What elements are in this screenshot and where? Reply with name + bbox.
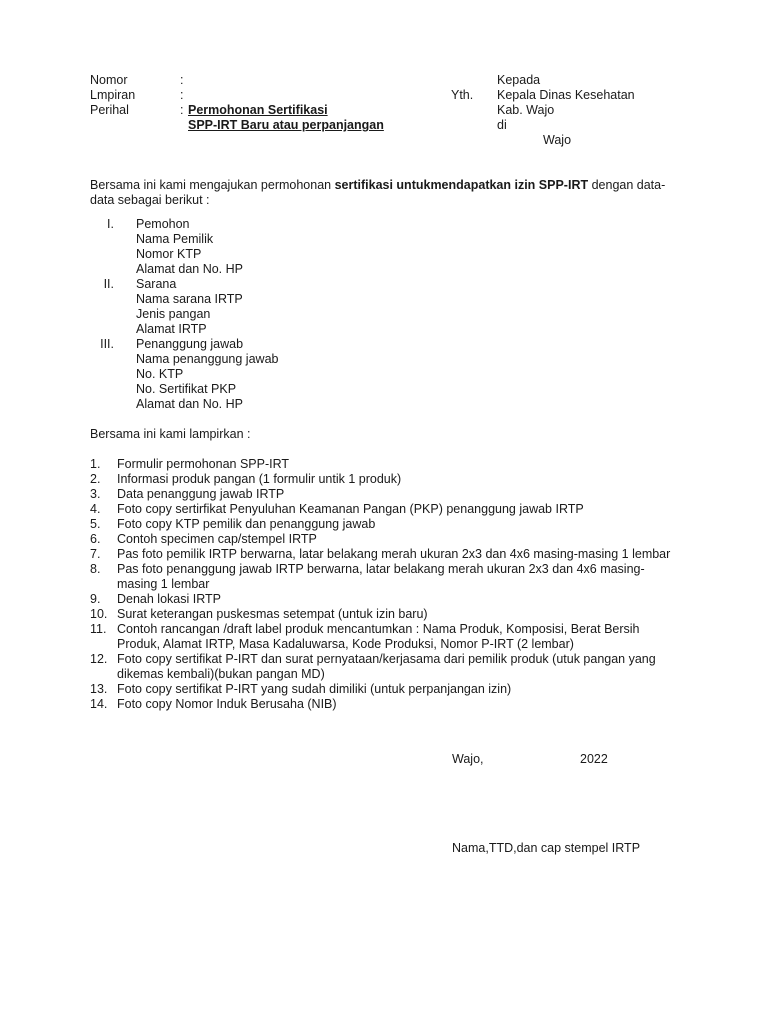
section-3-item: No. Sertifikat PKP: [136, 382, 237, 396]
section-2-item: Alamat IRTP: [136, 322, 207, 336]
attachment-text: Contoh rancangan /draft label produk mencantumkan : Nama Produk, Komposisi, Berat Bersih Produk, Alamat IRTP, Masa Kadaluwarsa, Kode Produksi, Nomor P-IRT (2 lembar): [117, 622, 640, 651]
section-1-title: Pemohon: [136, 217, 190, 231]
attachment-number: 6.: [90, 532, 101, 546]
section-1-number: I.: [107, 217, 114, 231]
lampiran-colon: :: [180, 88, 184, 102]
section-1-item: Nama Pemilik: [136, 232, 214, 246]
perihal-colon: :: [180, 103, 184, 117]
attachment-text: Pas foto penanggung jawab IRTP berwarna, latar belakang merah ukuran 2x3 dan 4x6 masing-masing 1 lembar: [117, 562, 645, 591]
signature-line: Nama,TTD,dan cap stempel IRTP: [452, 841, 641, 855]
section-3-item: Nama penanggung jawab: [136, 352, 279, 366]
perihal-label: Perihal: [90, 103, 129, 117]
closing-place: Wajo,: [452, 752, 484, 766]
attachment-number: 1.: [90, 457, 101, 471]
section-2-item: Jenis pangan: [136, 307, 211, 321]
attachment-text: Foto copy Nomor Induk Berusaha (NIB): [117, 697, 337, 711]
attachment-text: Surat keterangan puskesmas setempat (untuk izin baru): [117, 607, 428, 621]
attachment-number: 8.: [90, 562, 101, 576]
attachment-number: 4.: [90, 502, 101, 516]
intro-paragraph: [90, 178, 680, 208]
attachment-number: 12.: [90, 652, 108, 666]
attachment-text: Foto copy sertifikat P-IRT yang sudah dimiliki (untuk perpanjangan izin): [117, 682, 512, 696]
attachment-text: Pas foto pemilik IRTP berwarna, latar belakang merah ukuran 2x3 dan 4x6 masing-masing 1 lembar: [117, 547, 671, 561]
attachment-text: Data penanggung jawab IRTP: [117, 487, 285, 501]
attachment-text: Foto copy KTP pemilik dan penanggung jawab: [117, 517, 376, 531]
attachment-number: 2.: [90, 472, 101, 486]
di-label: di: [497, 118, 507, 132]
attachment-number: 11.: [90, 622, 107, 636]
recipient-city: Wajo: [543, 133, 572, 147]
section-3-item: Alamat dan No. HP: [136, 397, 243, 411]
section-1-item: Nomor KTP: [136, 247, 202, 261]
attachment-number: 7.: [90, 547, 101, 561]
perihal-line-1: Permohonan Sertifikasi: [188, 103, 328, 117]
attachment-number: 10.: [90, 607, 108, 621]
intro-text-bold: sertifikasi untukmendapatkan izin SPP-IRT: [334, 178, 589, 192]
attachment-text: Formulir permohonan SPP-IRT: [117, 457, 290, 471]
attachment-number: 14.: [90, 697, 108, 711]
attachment-text: Informasi produk pangan (1 formulir untik 1 produk): [117, 472, 402, 486]
attachments-intro: Bersama ini kami lampirkan :: [90, 427, 251, 441]
attachment-text: Foto copy sertirfikat Penyuluhan Keamanan Pangan (PKP) penanggung jawab IRTP: [117, 502, 584, 516]
lampiran-label: Lmpiran: [90, 88, 136, 102]
attachment-number: 5.: [90, 517, 101, 531]
section-3-number: III.: [100, 337, 114, 351]
recipient-regency: Kab. Wajo: [497, 103, 555, 117]
attachment-text: Contoh specimen cap/stempel IRTP: [117, 532, 317, 546]
yth-label: Yth.: [451, 88, 474, 102]
section-2-item: Nama sarana IRTP: [136, 292, 243, 306]
attachment-number: 9.: [90, 592, 101, 606]
attachment-number: 13.: [90, 682, 108, 696]
attachment-text: Denah lokasi IRTP: [117, 592, 221, 606]
attachment-text: Foto copy sertifikat P-IRT dan surat pernyataan/kerjasama dari pemilik produk (utuk pangan yang dikemas kembali)(bukan pangan MD): [117, 652, 656, 681]
kepada-label: Kepada: [497, 73, 541, 87]
recipient-title: Kepala Dinas Kesehatan: [497, 88, 635, 102]
intro-text-start: Bersama ini kami mengajukan permohonan: [90, 178, 335, 192]
section-3-item: No. KTP: [136, 367, 184, 381]
section-1-item: Alamat dan No. HP: [136, 262, 243, 276]
intro-text-end: dengan data-data sebagai berikut :: [90, 178, 666, 207]
nomor-colon: :: [180, 73, 184, 87]
perihal-line-2: SPP-IRT Baru atau perpanjangan: [188, 118, 384, 132]
nomor-label: Nomor: [90, 73, 128, 87]
attachment-number: 3.: [90, 487, 101, 501]
section-3-title: Penanggung jawab: [136, 337, 244, 351]
section-2-title: Sarana: [136, 277, 177, 291]
section-2-number: II.: [103, 277, 114, 291]
closing-year: 2022: [580, 752, 608, 766]
